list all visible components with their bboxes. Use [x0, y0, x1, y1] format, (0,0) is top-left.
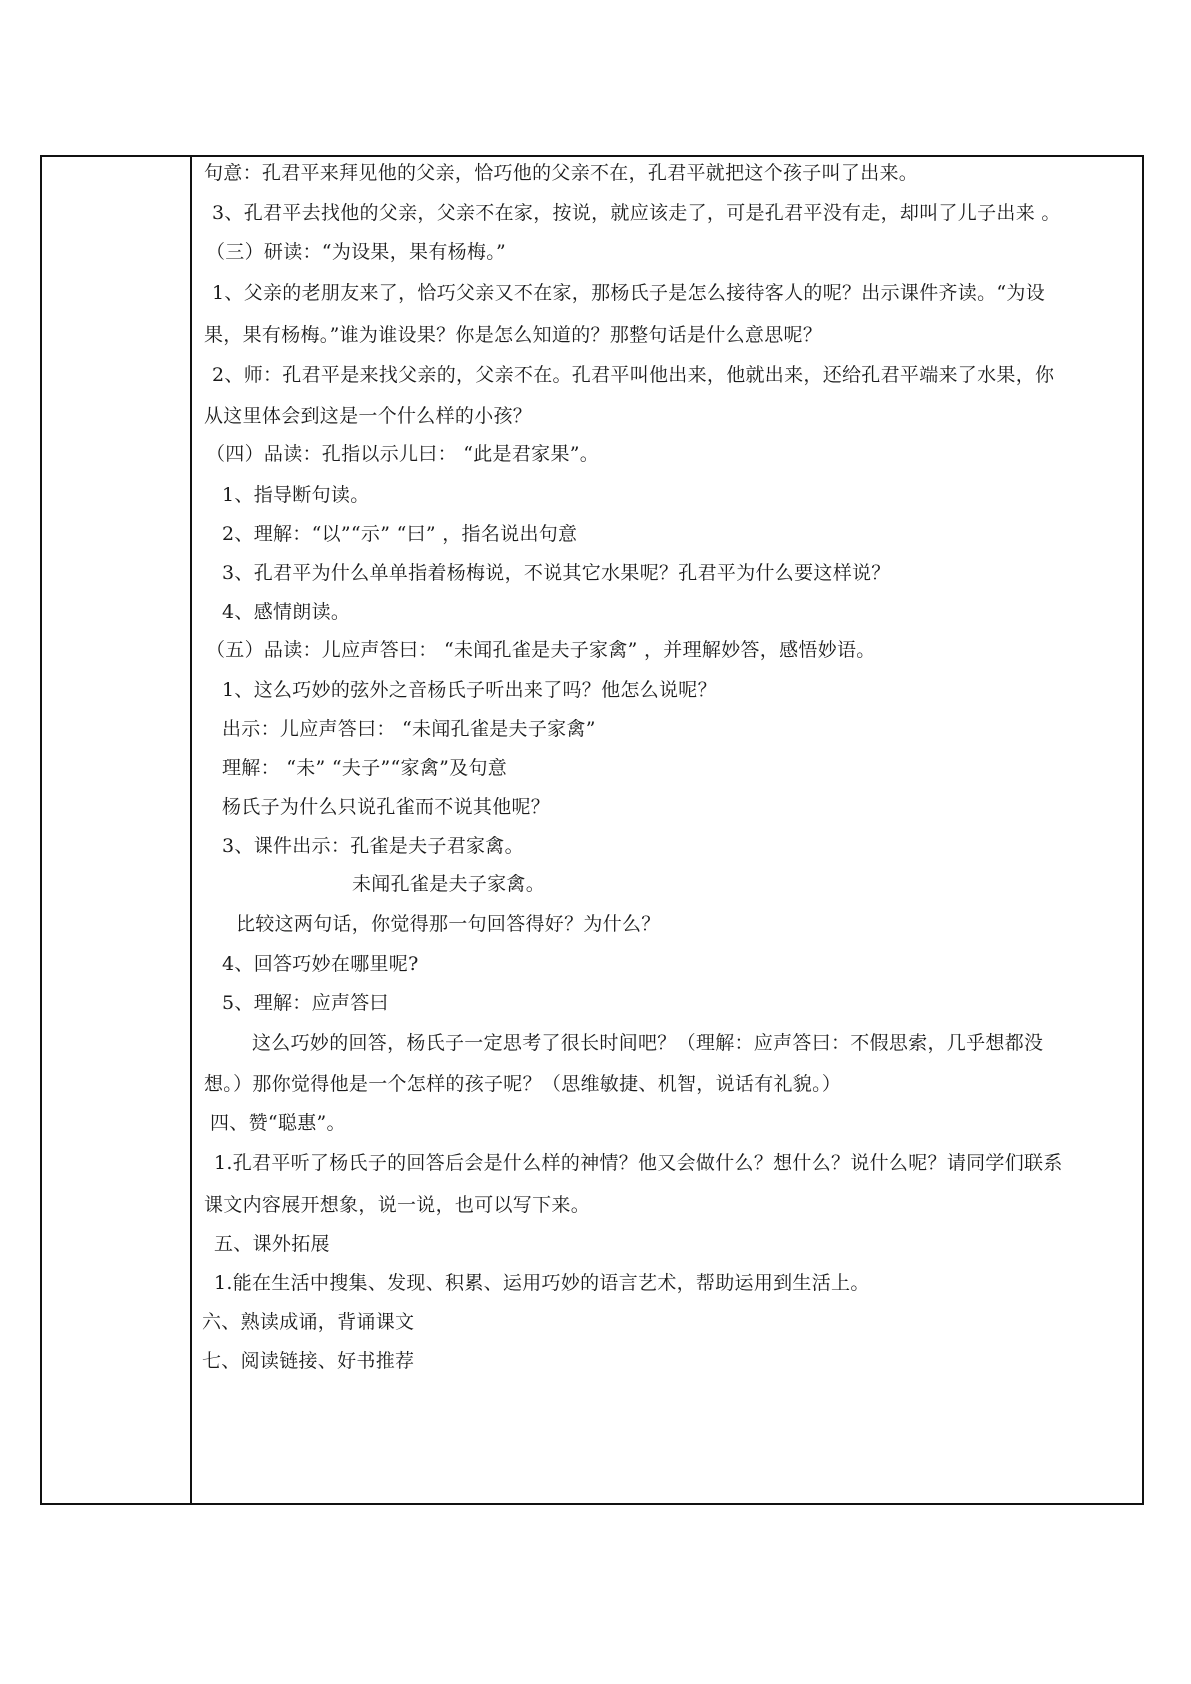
text-line: 句意：孔君平来拜见他的父亲，恰巧他的父亲不在，孔君平就把这个孩子叫了出来。	[204, 162, 919, 184]
text-line: （四）品读：孔指以示儿曰： “此是君家果”。	[206, 443, 600, 465]
text-line: 2、师：孔君平是来找父亲的，父亲不在。孔君平叫他出来，他就出来，还给孔君平端来了水果，你	[212, 364, 1055, 386]
text-line: 1、这么巧妙的弦外之音杨氏子听出来了吗？他怎么说呢？	[222, 679, 717, 701]
text-line: 果，果有杨梅。”谁为谁设果？你是怎么知道的？那整句话是什么意思呢？	[204, 324, 823, 346]
text-line: 比较这两句话，你觉得那一句回答得好？为什么？	[236, 913, 661, 935]
left-column-cell	[42, 157, 192, 1503]
text-line: 五、课外拓展	[214, 1233, 330, 1255]
text-line: 3、课件出示：孔雀是夫子君家禽。	[222, 835, 524, 857]
text-line: 4、感情朗读。	[222, 601, 351, 623]
text-line: 从这里体会到这是一个什么样的小孩？	[204, 405, 533, 427]
text-line: 七、阅读链接、好书推荐	[202, 1350, 415, 1372]
text-line: 3、孔君平去找他的父亲，父亲不在家，按说，就应该走了，可是孔君平没有走，却叫了儿子出来 。	[212, 202, 1061, 224]
content-cell	[192, 157, 1142, 1503]
text-line: 杨氏子为什么只说孔雀而不说其他呢？	[222, 796, 551, 818]
text-line: 3、孔君平为什么单单指着杨梅说，不说其它水果呢？孔君平为什么要这样说？	[222, 562, 891, 584]
text-line: 1.能在生活中搜集、发现、积累、运用巧妙的语言艺术，帮助运用到生活上。	[214, 1272, 870, 1294]
text-line: 理解： “未” “夫子”“家禽”及句意	[222, 757, 508, 779]
text-line: 出示：儿应声答曰： “未闻孔雀是夫子家禽”	[222, 718, 596, 740]
text-line: 1、指导断句读。	[222, 484, 370, 506]
text-line: （五）品读：儿应声答曰： “未闻孔雀是夫子家禽” ，并理解妙答，感悟妙语。	[206, 639, 876, 661]
text-line: 六、熟读成诵，背诵课文	[202, 1311, 415, 1333]
text-line: 想。）那你觉得他是一个怎样的孩子呢？（思维敏捷、机智，说话有礼貌。）	[204, 1073, 842, 1095]
text-line: 1、父亲的老朋友来了，恰巧父亲又不在家，那杨氏子是怎么接待客人的呢？出示课件齐读。“为设	[212, 282, 1046, 304]
text-line: 2、理解：“以”“示” “曰” ，指名说出句意	[222, 523, 578, 545]
text-line: 5、理解：应声答曰	[222, 992, 389, 1014]
text-line: 未闻孔雀是夫子家禽。	[352, 873, 546, 895]
text-line: （三）研读：“为设果，果有杨梅。”	[206, 241, 507, 263]
text-line: 这么巧妙的回答，杨氏子一定思考了很长时间吧？（理解：应声答曰：不假思索，几乎想都没	[252, 1032, 1044, 1054]
text-line: 4、回答巧妙在哪里呢?	[222, 953, 419, 975]
text-line: 课文内容展开想象，说一说，也可以写下来。	[204, 1194, 591, 1216]
text-line: 四、赞“聪惠”。	[210, 1112, 346, 1134]
lesson-plan-table	[40, 155, 1144, 1505]
text-line: 1.孔君平听了杨氏子的回答后会是什么样的神情？他又会做什么？想什么？说什么呢？请同学们联系	[214, 1152, 1063, 1174]
